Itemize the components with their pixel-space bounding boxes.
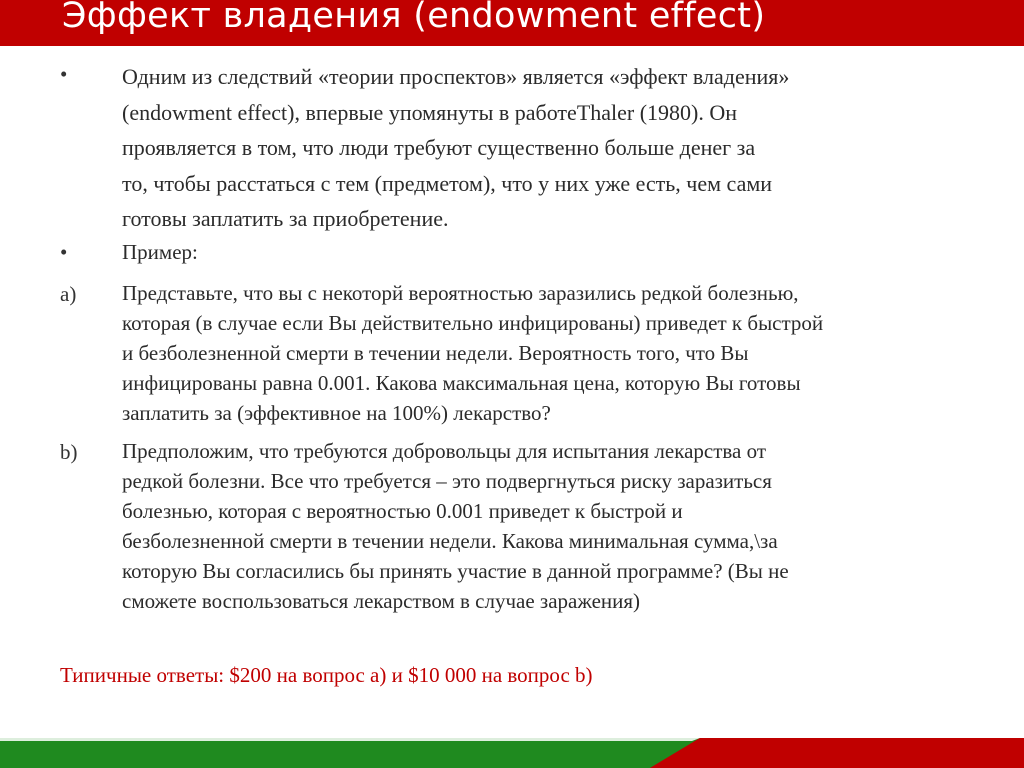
text-line: сможете воспользоваться лекарством в случае заражения) (122, 589, 641, 613)
text-line: Представьте, что вы с некоторй вероятностью заразились редкой болезнью, (122, 281, 799, 305)
slide-title: Эффект владения (endowment effect) (62, 0, 766, 36)
text-line: проявляется в том, что люди требуют существенно больше денег за (122, 135, 756, 160)
paragraph-endowment-definition (122, 59, 789, 237)
typical-answers: Типичные ответы: $200 на вопрос a) и $10 000 на вопрос b) (60, 663, 593, 687)
text-line: то, чтобы расстаться с тем (предметом), что у них уже есть, чем сами (122, 170, 773, 196)
text-line: Одним из следствий «теории проспектов» является «эффект владения» (122, 64, 790, 89)
text-line: (endowment effect), впервые упомянуты в работеThaler (1980). Он (122, 99, 738, 125)
text-line: и безболезненной смерти в течении недели. Вероятность того, что Вы (122, 341, 749, 365)
paragraph-question-a (122, 278, 823, 428)
bullet-marker: • (60, 240, 68, 264)
paragraph-question-b (122, 436, 789, 616)
text-line: редкой болезни. Все что требуется – это подвергнуться риску заразиться (122, 469, 772, 493)
bullet-marker: • (60, 62, 68, 86)
footer-green-shape (0, 738, 700, 768)
paragraph-example-heading (122, 240, 198, 265)
text-line: инфицированы равна 0.001. Какова максимальная цена, которую Вы готовы (122, 371, 801, 395)
text-line: безболезненной смерти в течении недели. Какова минимальная сумма,\за (122, 529, 778, 553)
text-line: которая (в случае если Вы действительно инфицированы) приведет к быстрой (122, 311, 824, 335)
footer-red-diagonal (650, 738, 1024, 768)
text-line: заплатить за (эффективное на 100%) лекарство? (122, 401, 551, 425)
list-marker-b: b) (60, 440, 78, 464)
text-line: которую Вы согласились бы принять участие в данной программе? (Вы не (122, 559, 789, 583)
text-line: Пример: (122, 240, 198, 264)
list-marker-a: a) (60, 282, 77, 306)
text-line: готовы заплатить за приобретение. (122, 206, 449, 231)
footer-band (0, 738, 1024, 768)
text-line: Предположим, что требуются добровольцы для испытания лекарства от (122, 439, 767, 463)
text-line: болезнью, которая с вероятностью 0.001 приведет к быстрой и (122, 499, 683, 523)
footer-white-divider (0, 738, 700, 741)
